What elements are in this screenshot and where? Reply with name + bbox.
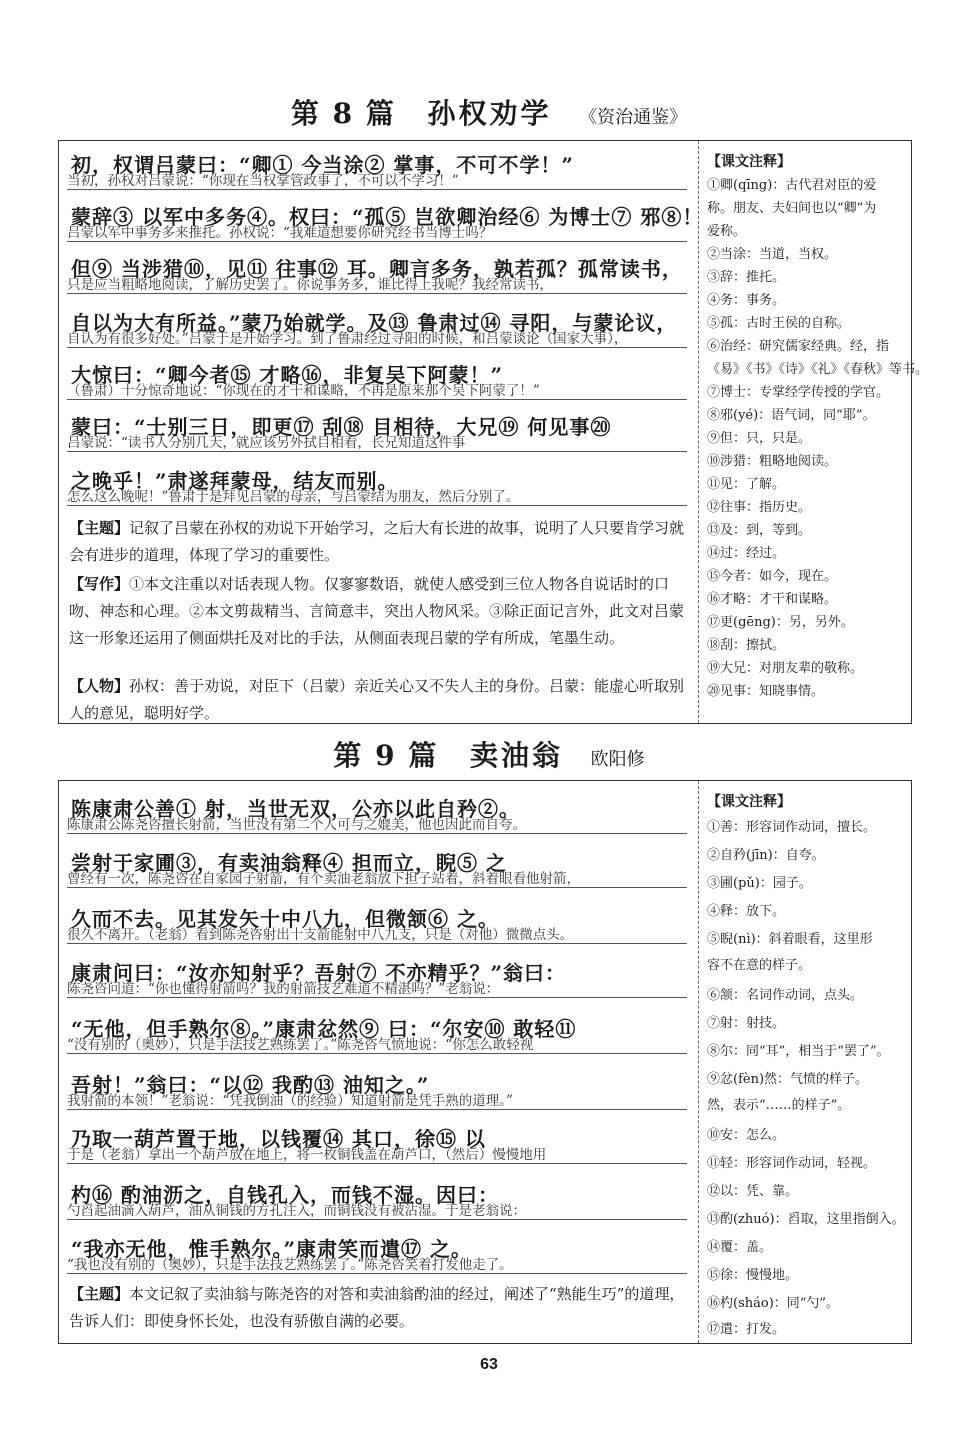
article9-note: ⑨忿(fèn)然：气愤的样子。 [707, 1072, 869, 1087]
article8-note: ⑱刮：擦拭。 [707, 638, 786, 653]
article9-note: ⑧尔：同“耳”，相当于“罢了”。 [707, 1044, 890, 1059]
article9-note: 容不在意的样子。 [707, 958, 812, 973]
article8-note: ⑨但：只，只是。 [707, 431, 812, 446]
article9-note: ⑭覆：盖。 [707, 1240, 773, 1255]
article9-note: ⑰遣：打发。 [707, 1322, 786, 1337]
article9-note: ①善：形容词作动词，擅长。 [707, 820, 877, 835]
article8-note: ⑦博士：专掌经学传授的学官。 [707, 385, 890, 400]
article8-notes-column [698, 141, 929, 723]
article8-orig-line: 自以为大有所益。”蒙乃始就学。及⑬ 鲁肃过⑭ 寻阳，与蒙论议， [71, 311, 678, 335]
article9-orig-line: “我亦无他，惟手熟尔。”康肃笑而遣⑰ 之。 [71, 1237, 472, 1261]
article9-note: ⑩安：怎么。 [707, 1128, 786, 1143]
article9-note: ⑫以：凭、靠。 [707, 1184, 799, 1199]
article9-theme [69, 1281, 685, 1335]
theme-label: 【主题】 [69, 1285, 130, 1303]
article9-title: 卖油翁 [469, 739, 563, 772]
article9-trans-line: 陈尧咨问道：“你也懂得射箭吗？我的射箭技艺难道不精湛吗？”老翁说： [67, 981, 687, 998]
article9-orig-line: 久而不去。见其发矢十中八九，但微颔⑥ 之。 [71, 907, 499, 931]
people-label: 【人物】 [69, 677, 130, 695]
article8-trans-line: 吕蒙以军中事务多来推托。孙权说：“我难道想要你研究经书当博士吗？ [67, 225, 687, 242]
article8-notes-header: 【课文注释】 [707, 154, 791, 170]
article8-note: ③辞：推托。 [707, 270, 786, 285]
article9-orig-line: 吾射！”翁曰：“以⑫ 我酌⑬ 油知之。” [71, 1073, 430, 1097]
article9-orig-line: 乃取一葫芦置于地，以钱覆⑭ 其口，徐⑮ 以 [71, 1127, 486, 1151]
people-text: 孙权：善于劝说，对臣下（吕蒙）亲近关心又不失人主的身份。吕蒙：能虚心听取别人的意见，聪明好学。 [69, 677, 685, 722]
article8-note: ⑤孤：古时王侯的自称。 [707, 316, 851, 331]
article8-note: ⑪见：了解。 [707, 477, 786, 492]
article8-note: 爱称。 [707, 224, 747, 239]
article8-note: 《易》《书》《诗》《礼》《春秋》等书。 [707, 362, 929, 377]
article8-note: ⑫往事：指历史。 [707, 500, 812, 515]
article8-note: ⑳见事：知晓事情。 [707, 684, 825, 699]
article8-orig-line: 之晚乎！”肃遂拜蒙母，结友而别。 [71, 469, 399, 493]
article9-orig-line: 康肃问曰：“汝亦知射乎？吾射⑦ 不亦精乎？”翁曰： [71, 961, 566, 985]
article8-note: ⑥治经：研究儒家经典。经，指 [707, 339, 890, 354]
article9-note: ⑮徐：慢慢地。 [707, 1268, 799, 1283]
article8-note: ⑩涉猎：粗略地阅读。 [707, 454, 838, 469]
article9-note: ④释：放下。 [707, 904, 786, 919]
article9-trans-line: “我也没有别的（奥妙），只是手法技艺熟练罢了。”陈尧咨笑着打发他走了。 [67, 1257, 687, 1274]
article8-title-bar [0, 92, 978, 132]
article9-orig-line: 杓⑯ 酌油沥之，自钱孔入，而钱不湿。因曰： [71, 1183, 499, 1207]
article8-note: ④务：事务。 [707, 293, 786, 308]
article9-note: ⑪轻：形容词作动词，轻视。 [707, 1156, 877, 1171]
theme-label: 【主题】 [69, 519, 130, 537]
article9-trans-line: 勺舀起油滴入葫芦，油从铜钱的方孔注入，而铜钱没有被沾湿。于是老翁说： [67, 1203, 687, 1220]
article9-text-column [59, 781, 695, 1343]
article8-title: 孙权劝学 [427, 97, 552, 130]
article8-note: ⑧邪(yé)：语气词，同“耶”。 [707, 408, 876, 423]
article8-trans-line: 怎么这么晚呢！”鲁肃于是拜见吕蒙的母亲，与吕蒙结为朋友，然后分别了。 [67, 489, 687, 506]
article9-source: 欧阳修 [590, 749, 645, 770]
article8-theme [69, 515, 685, 569]
article8-number: 第 8 篇 [290, 97, 396, 130]
article9-orig-line: 陈康肃公善① 射，当世无双，公亦以此自矜②。 [71, 797, 520, 821]
article9-trans-line: 于是（老翁）拿出一个葫芦放在地上，将一枚铜钱盖在葫芦口，（然后）慢慢地用 [67, 1147, 687, 1164]
article9-orig-line: 尝射于家圃③，有卖油翁释④ 担而立，睨⑤ 之 [71, 851, 507, 875]
article8-note: ⑰更(gēng)：另，另外。 [707, 615, 854, 630]
theme-text: 记叙了吕蒙在孙权的劝说下开始学习，之后大有长进的故事，说明了人只要肯学习就会有进步的道理，体现了学习的重要性。 [69, 519, 685, 564]
article9-note: 然，表示“……的样子”。 [707, 1098, 851, 1113]
article8-orig-line: 蒙辞③ 以军中多务④。权曰：“孤⑤ 岂欲卿治经⑥ 为博士⑦ 邪⑧！ [71, 205, 704, 229]
article9-note: ⑥颔：名词作动词，点头。 [707, 988, 864, 1003]
article8-note: 称。朋友、夫妇间也以“卿”为 [707, 201, 877, 216]
article9-note: ⑯杓(sháo)：同“勺”。 [707, 1296, 840, 1311]
article9-note: ⑬酌(zhuó)：舀取，这里指倒入。 [707, 1212, 905, 1227]
article8-note: ⑬及：到，等到。 [707, 523, 812, 538]
article9-note: ⑤睨(nì)：斜着眼看，这里形 [707, 932, 873, 947]
article8-orig-line: 初，权谓吕蒙曰：“卿① 今当涂② 掌事，不可不学！” [71, 153, 574, 177]
article8-trans-line: 当初，孙权对吕蒙说：“你现在当权掌管政事了，不可以不学习！” [67, 173, 687, 190]
article9-trans-line: 曾经有一次，陈尧咨在自家园子射箭，有个卖油老翁放下担子站着，斜着眼看他射箭， [67, 871, 687, 888]
writing-text: ①本文注重以对话表现人物。仅寥寥数语，就使人感受到三位人物各自说话时的口吻、神态和心理。②本文剪裁精当、言简意丰，突出人物风采。③除正面记言外，此文对吕蒙这一形象还运用了侧面烘托及对比的手法，从侧面表现吕蒙的学有所成，笔墨生动。 [69, 575, 685, 647]
article9-title-bar [0, 734, 978, 774]
article8-trans-line: 吕蒙说：“读书人分别几天，就应该另外拭目相看，长兄知道这件事 [67, 435, 687, 452]
article8-note: ⑲大兄：对朋友辈的敬称。 [707, 661, 864, 676]
article9-trans-line: “没有别的（奥妙），只是手法技艺熟练罢了。”陈尧咨气愤地说：“你怎么敢轻视 [67, 1037, 687, 1054]
article9-notes-column [698, 781, 911, 1343]
article9-number: 第 9 篇 [333, 739, 439, 772]
article8-note: ①卿(qīng)：古代君对臣的爱 [707, 178, 877, 193]
article8-people [69, 673, 685, 727]
article9-note: ②自矜(jīn)：自夸。 [707, 848, 825, 863]
page-number: 63 [480, 1356, 498, 1373]
article8-orig-line: 大惊曰：“卿今者⑮ 才略⑯，非复吴下阿蒙！” [71, 363, 503, 387]
article9-orig-line: “无他，但手熟尔⑧。”康肃忿然⑨ 曰：“尔安⑩ 敢轻⑪ [71, 1017, 577, 1041]
article8-text-column [59, 141, 704, 723]
article8-orig-line: 但⑨ 当涉猎⑩，见⑪ 往事⑫ 耳。卿言多务，孰若孤？孤常读书， [71, 257, 683, 281]
article8-writing [69, 571, 685, 652]
article9-notes-header: 【课文注释】 [707, 794, 791, 810]
article8-box [58, 140, 929, 724]
article9-note: ③圃(pǔ)：园子。 [707, 876, 812, 891]
article8-note: ⑭过：经过。 [707, 546, 786, 561]
article9-box [58, 780, 912, 1344]
article8-note: ⑯才略：才干和谋略。 [707, 592, 838, 607]
article8-source: 《资治通鉴》 [579, 107, 688, 128]
article8-note: ⑮今者：如今，现在。 [707, 569, 838, 584]
writing-label: 【写作】 [69, 575, 130, 593]
article8-trans-line: （鲁肃）十分惊奇地说：“你现在的才干和谋略，不再是原来那个吴下阿蒙了！” [67, 383, 687, 400]
article9-trans-line: 我射箭的本领！”老翁说：“凭我倒油（的经验）知道射箭是凭手熟的道理。” [67, 1093, 687, 1110]
article8-trans-line: 自认为有很多好处。”吕蒙于是开始学习。到了鲁肃经过寻阳的时候，和吕蒙谈论（国家大事）， [67, 331, 687, 348]
article9-note: ⑦射：射技。 [707, 1016, 786, 1031]
article8-orig-line: 蒙曰：“士别三日，即更⑰ 刮⑱ 目相待，大兄⑲ 何见事⑳ [71, 415, 612, 439]
article8-note: ②当涂：当道，当权。 [707, 247, 838, 262]
article8-trans-line: 只是应当粗略地阅读，了解历史罢了。你说事务多，谁比得上我呢？我经常读书， [67, 277, 687, 294]
article9-trans-line: 陈康肃公陈尧咨擅长射箭，当世没有第二个人可与之媲美，他也因此而自夸。 [67, 817, 687, 834]
article9-trans-line: 很久不离开。（老翁）看到陈尧咨射出十支箭能射中八九支，只是（对他）微微点头。 [67, 927, 687, 944]
theme-text: 本文记叙了卖油翁与陈尧咨的对答和卖油翁酌油的经过，阐述了“熟能生巧”的道理，告诉人们：即使身怀长处，也没有骄傲自满的必要。 [69, 1285, 685, 1330]
